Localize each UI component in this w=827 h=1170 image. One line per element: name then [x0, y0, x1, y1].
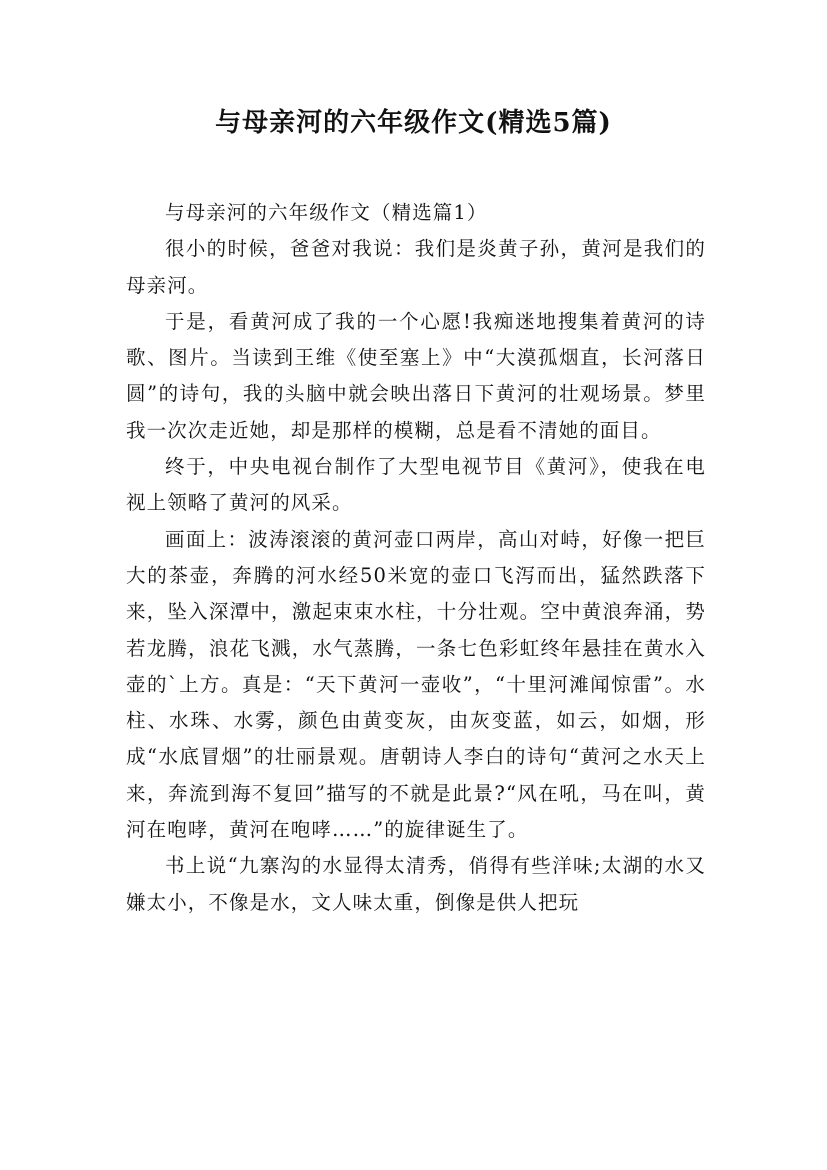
document-title: 与母亲河的六年级作文(精选5篇) [215, 108, 612, 138]
paragraph: 于是，看黄河成了我的一个心愿!我痴迷地搜集着黄河的诗歌、图片。当读到王维《使至塞上》中“大漠孤烟直，长河落日圆”的诗句，我的头脑中就会映出落日下黄河的壮观场景。梦里我一次次走近她，却是那样的模糊，总是看不清她的面目。 [126, 309, 706, 442]
paragraph: 画面上：波涛滚滚的黄河壶口两岸，高山对峙，好像一把巨大的茶壶，奔腾的河水经50米宽的壶口飞泻而出，猛然跌落下来，坠入深潭中，激起束束水柱，十分壮观。空中黄浪奔涌，势若龙腾，浪花飞溅，水气蒸腾，一条七色彩虹终年悬挂在黄水入壶的`上方。真是：“天下黄河一壶收”，“十里河滩闻惊雷”。水柱、水珠、水雾，颜色由黄变灰，由灰变蓝，如云，如烟，形成“水底冒烟”的壮丽景观。唐朝诗人李白的诗句“黄河之水天上来，奔流到海不复回”描写的不就是此景?“风在吼，马在叫，黄河在咆哮，黄河在咆哮……”的旋律诞生了。 [126, 527, 706, 842]
paragraph: 很小的时候，爸爸对我说：我们是炎黄子孙，黄河是我们的母亲河。 [126, 237, 706, 297]
section-heading: 与母亲河的六年级作文（精选篇1） [165, 201, 488, 224]
document-body [126, 195, 706, 921]
paragraph: 终于，中央电视台制作了大型电视节目《黄河》，使我在电视上领略了黄河的风采。 [126, 455, 706, 515]
paragraph: 书上说“九寨沟的水显得太清秀，俏得有些洋味;太湖的水又嫌太小，不像是水，文人味太重，倒像是供人把玩 [126, 854, 706, 914]
